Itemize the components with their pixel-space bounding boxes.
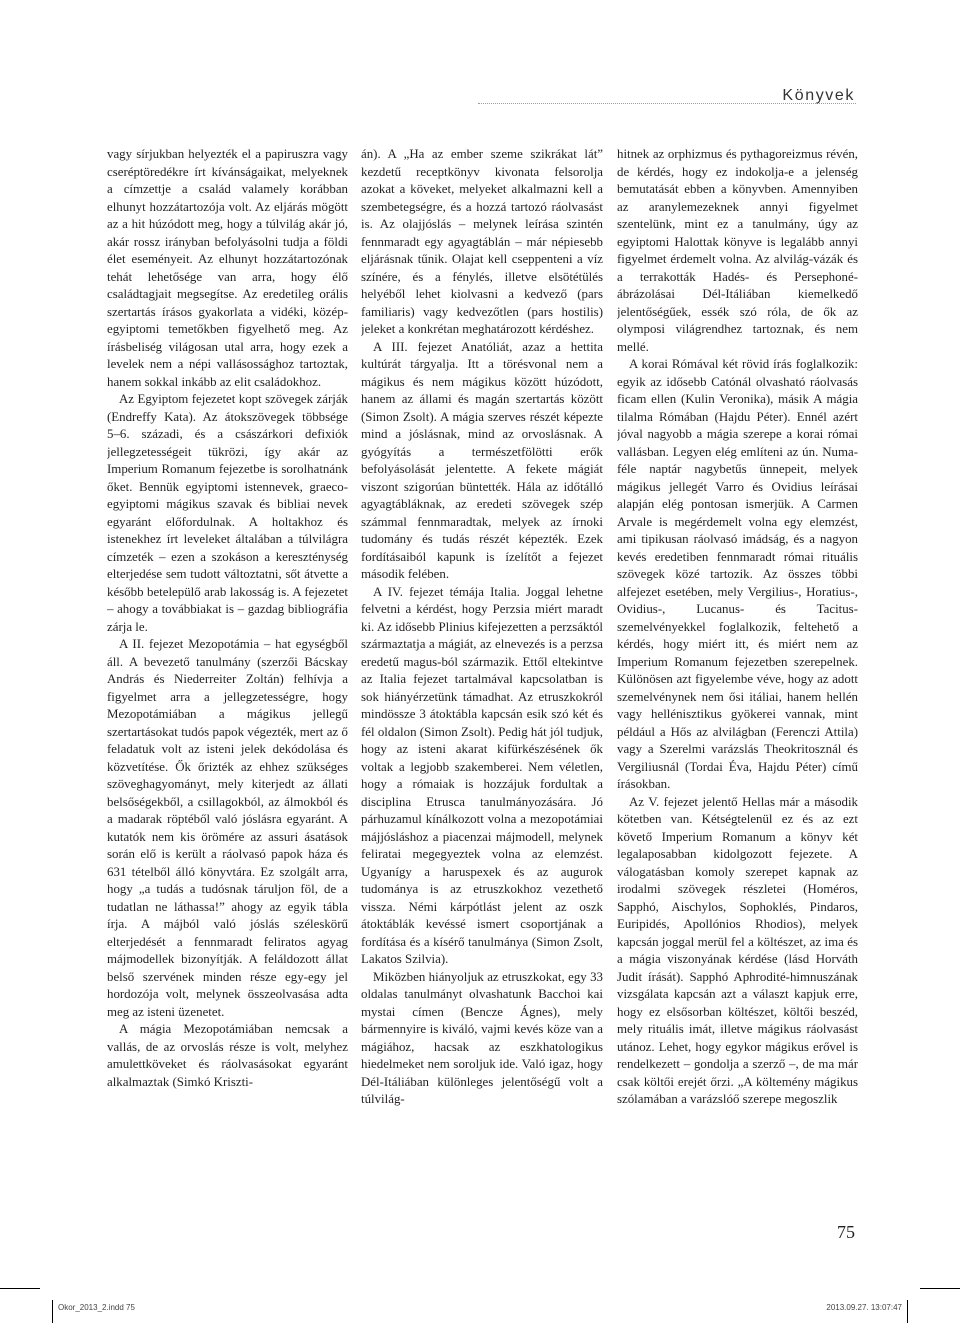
crop-mark	[0, 1288, 40, 1289]
print-slug-file: Okor_2013_2.indd 75	[58, 1303, 135, 1312]
running-head: Könyvek	[782, 87, 855, 104]
paragraph: hitnek az orphizmus és pythagoreizmus révén, de kérdés, hogy ez indokolja-e a jelenség bemutatását ebben a könyvben. Amennyiben az aranylemezeknek annyi figyelmet szentelünk, mint ez a tanulmány, úgy az egyiptomi Halottak könyve is legalább annyi figyelmet érdemelt volna. Az alvilág-vázák és a terrakották Hadés- és Persephoné-ábrázolásai Dél-Itáliában kiemelkedő jelentőségűek, essék szó róla, de ők az olymposi világrendhez tartoznak, és nem mellé.	[617, 147, 858, 354]
paragraph: vagy sírjukban helyezték el a papiruszra vagy cseréptöredékre írt kívánságaikat, melyeknek a címzettje a család valamely korábban elhunyt hozzátartozója volt. Az eljárás mögött az a hit húzódott meg, hogy a túlvilág akár jó, akár rossz irányban befolyásolni tudja a földi élet eseményeit. Az elhunyt hozzátartozónak tehát lehetősége van arra, hogy élő családtagjait megsegítse. Az eredetileg orális szertartás írásos gyakorlata a vidéki, közép-egyiptomi temetőkben figyelhető meg. Az írásbeliség világosan utal arra, hogy ezek a levelek nem a népi vallásossághoz tartoztak, hanem sokkal inkább az elit családokhoz.	[107, 147, 348, 389]
text-column-2	[361, 146, 603, 1196]
paragraph: A III. fejezet Anatóliát, azaz a hettita kultúrát tárgyalja. Itt a törésvonal nem a mágikus és nem mágikus között húzódott, hanem az állami és magán szertartás között (Simon Zsolt). A mágia szerves részét képezte mind a jóslásnak, mind az orvoslásnak. A gyógyítás a természetfölötti erők befolyásolását jelentette. A fekete mágiát viszont szigorúan büntették. Hála az időtálló agyagtábláknak, az eredeti szövegek szép számmal fennmaradtak, melyek az írnoki tudomány és tudás részét képezték. Ezek fordításaiból kapunk is ízelítőt a fejezet második felében.	[361, 339, 603, 581]
paragraph: Miközben hiányoljuk az etruszkokat, egy 33 oldalas tanulmányt olvashatunk Bacchoi kai mystai címen (Bencze Ágnes), mely bármennyire is kiváló, vajmi kevés köze van a mágiához, hacsak az eszkhatologikus hiedelmeket nem soroljuk ide. Való igaz, hogy Dél-Itáliában különleges jelentőségű volt a túlvilág-	[361, 969, 603, 1106]
paragraph: A mágia Mezopotámiában nemcsak a vallás, de az orvoslás része is volt, melyhez amulettköveket és ráolvasásokat egyaránt alkalmaztak (Simkó Kriszti-	[107, 1022, 348, 1089]
paragraph: A korai Rómával két rövid írás foglalkozik: egyik az idősebb Catónál olvasható ráolvasás ficam ellen (Kulin Veronika), másik A mágia tilalma Rómában (Hajdu Péter). Ennél azért jóval nagyobb a mágia szerepe a korai római vallásban. Legyen elég említeni az ún. Numa-féle naptár nagybetűs ünnepeit, melyek mágikus jellegét Varro és Ovidius leírásai alapján elég pontosan ismerjük. A Carmen Arvale is megérdemelt volna egy elemzést, ami tipikusan ráolvasó imádság, és a nagyon kevés eredetiben fennmaradt római rituális szövegek közé tartozik. Az összes többi alfejezet esetében, mely Vergilius-, Horatius-, Ovidius-, Lucanus- és Tacitus-szemelvényekkel foglalkozik, feltehető a kérdés, hogy miért itt, és miért nem az Imperium Romanum fejezetben szerepelnek. Különösen azt figyelembe véve, hogy az adott szemelvénynek nem ősi itáliai, hanem hellén vagy hellénisztikus gyökerei vannak, mint például a Hős az alvilágban (Ferenczi Attila) vagy a Szerelmi varázslás Theokritosznál és Vergiliusnál (Tordai Éva, Hajdu Péter) című írásokban.	[617, 357, 858, 791]
paragraph: A II. fejezet Mezopotámia – hat egységből áll. A bevezető tanulmány (szerzői Bácskay András és Niederreiter Zoltán) felhívja a figyelmet arra a jellegzetességre, hogy Mezopotámiában a mágikus jellegű szertartásokat tudós papok végezték, mert az ő feladatuk volt az isteni jelek dekódolása és közvetítése. Ők őrizték az ehhez szükséges szöveghagyományt, mely kiterjedt az állati belsőségekből, a csillagokból, az álmokból és a madarak röptéből való jóslásra egyaránt. A kutatók nem kis örömére az assuri ásatások során elő is került a ráolvasó papok háza és 631 tételből álló könyvtára. Ez szolgált arra, hogy „a tudás a tudósnak táruljon föl, de a tudatlan ne láthassa!” ahogy az egyik tábla írja. A májból való jóslás széleskörű elterjedését a fennmaradt feliratos agyag májmodellek bizonyítják. A feláldozott állat belső szervének minden része egy-egy jel hordozója volt, melynek összeolvasása adta meg az isteni üzenetet.	[107, 637, 348, 1019]
text-column-3	[617, 146, 858, 1196]
paragraph: A IV. fejezet témája Italia. Joggal lehetne felvetni a kérdést, hogy Perzsia miért maradt ki. Az idősebb Plinius kifejezetten a perzsáktól származtatja a mágiát, az elnevezés is a perzsa eredetű magus-ból származik. Ettől eltekintve az Italia fejezet tartalmával kapcsolatban is sok hiányérzetünk támadhat. Az etruszkokról mindössze 3 átoktábla kapcsán esik szó két és fél oldalon (Simon Zsolt). Pedig hát jól tudjuk, hogy az isteni akarat kifürkészésének ők voltak a legjobb szakemberei. Nem véletlen, hogy a rómaiak is hozzájuk fordultak a disciplina Etrusca tanulmányozására. Jó párhuzamul kínálkozott volna a mezopotámiai májjósláshoz a piacenzai májmodell, melynek feliratai megegyeztek volna az elemzést. Ugyanígy a haruspexek és az augurok tudománya is az etruszkokhoz vezethető vissza. Némi kárpótlást jelent az oszk átoktáblák kevéssé ismert csoportjának a fordítása és a kísérő tanulmánya (Simon Zsolt, Lakatos Szilvia).	[361, 584, 603, 966]
paragraph: Az V. fejezet jelentő Hellas már a második kötetben van. Kétségtelenül ez és az ezt követő Imperium Romanum a könyv két legalaposabban kidolgozott fejezete. A válogatásban komoly szerepet kapnak az irodalmi szövegek részletei (Homéros, Sapphó, Aischylos, Sophoklés, Pindaros, Euripidés, Apollónios Rhodios), melyek kapcsán joggal merül fel a költészet, az ima és a mágia viszonyának kérdése (lásd Horváth Judit írását). Sapphó Aphrodité-himnuszának vizsgálata kapcsán azt a választ kapjuk erre, hogy ez elsősorban költészet, költői beszéd, mely rituális imát, illetve mágikus ráolvasást utánoz. Lehet, hogy egykor mágikus erővel is rendelkezett – gondolja a szerző –, de ma már csak költői erejét őrzi. „A költemény mágikus szólamában a varázslóő szerepe megoszlik	[617, 794, 858, 1106]
crop-mark	[907, 1300, 908, 1323]
paragraph: án). A „Ha az ember szeme szikrákat lát” kezdetű receptkönyv kivonata felsorolja azokat a köveket, melyeket alkalmazni kell a szembetegségre, és a hozzá tartozó ráolvasást is. Az olajjóslás – melynek leírása szintén fennmaradt egy agyagtáblán – már népiesebb eljárásnak tűnik. Olajat kell cseppenteni a víz színére, és a fénylés, illetve elsötétülés helyéből lehet kiolvasni a kedvező (pars familiaris) vagy kedvezőtlen (pars hostilis) jeleket a konkrétan meghatározott kérdéshez.	[361, 147, 603, 336]
print-slug-date: 2013.09.27. 13:07:47	[826, 1303, 902, 1312]
crop-mark	[52, 1300, 53, 1323]
text-column-1	[107, 146, 348, 1196]
paragraph: Az Egyiptom fejezetet kopt szövegek zárják (Endreffy Kata). Az átokszövegek többsége 5–6. századi, és a császárkori defixiók jellegzetességeit tükrözi, így akár az Imperium Romanum fejezetbe is sorolhatnánk őket. Bennük egyiptomi istennevek, graeco-egyiptomi mágikus szavak és bibliai nevek egyaránt előfordulnak. A holtakhoz és istenekhez írt leveleket általában a túlvilágra címzeték – ezen a szokáson a kereszténység elterjedése sem tudott változtatni, sőt átvette a később betelepülő arab lakosság is. A fejezetet – ahogy a továbbiakat is – gazdag bibliográfia zárja le.	[107, 392, 348, 634]
page-number: 75	[837, 1222, 855, 1242]
crop-mark	[920, 1288, 960, 1289]
